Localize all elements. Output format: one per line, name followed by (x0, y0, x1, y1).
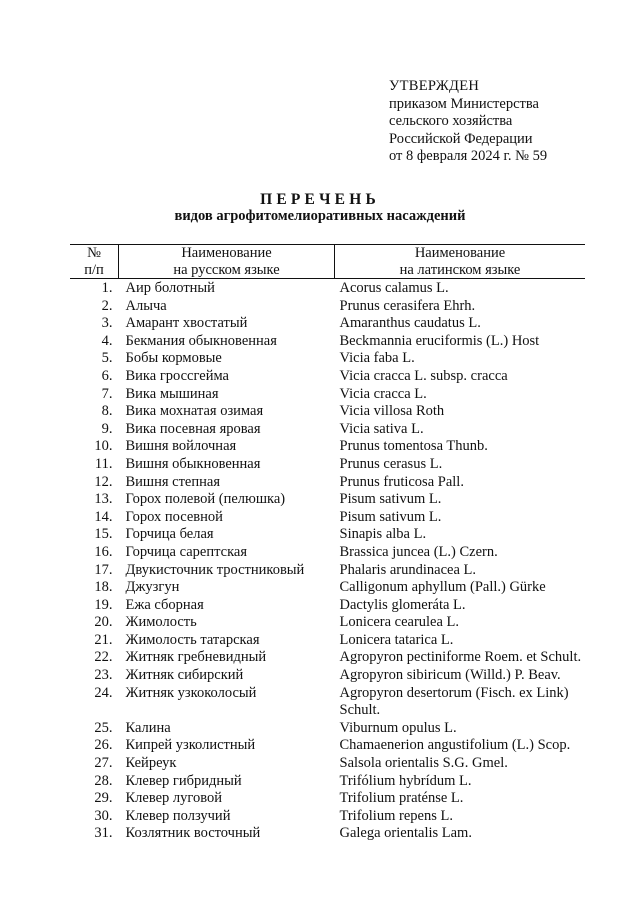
row-latin-name: Phalaris arundinacea L. (339, 561, 476, 578)
row-russian-name: Козлятник восточный (125, 825, 261, 842)
row-number: 30. (94, 807, 113, 824)
row-number: 20. (94, 614, 113, 631)
header-russian-name (119, 245, 335, 279)
table-row (70, 491, 585, 509)
approval-line: сельского хозяйства (389, 113, 513, 130)
header-number (70, 245, 119, 279)
row-latin-name: Prunus cerasifera Ehrh. (339, 297, 476, 314)
row-number: 7. (101, 385, 113, 402)
row-number: 3. (101, 315, 113, 332)
row-number: 29. (94, 790, 113, 807)
row-number: 19. (94, 596, 113, 613)
table-row (70, 386, 585, 404)
row-russian-name: Вика мышиная (125, 385, 219, 402)
row-number: 9. (101, 420, 113, 437)
table-row (70, 368, 585, 386)
row-latin-name: Vicia cracca L. subsp. cracca (339, 367, 508, 384)
row-latin-name: Vicia faba L. (339, 350, 415, 367)
row-russian-name: Житняк узкоколосый (125, 684, 257, 701)
row-latin-name: Pisum sativum L. (339, 491, 442, 508)
approval-word: УТВЕРЖДЕН (389, 78, 480, 94)
row-russian-name: Бобы кормовые (125, 350, 222, 367)
row-russian-name: Горох посевной (125, 508, 223, 525)
row-latin-name: Brassica juncea (L.) Czern. (339, 543, 498, 560)
row-number: 28. (94, 772, 113, 789)
row-russian-name: Горчица сарептская (125, 543, 247, 560)
row-number: 16. (94, 543, 113, 560)
row-russian-name: Клевер луговой (125, 790, 222, 807)
header-russian-line: Наименование (181, 245, 272, 261)
document-subtitle: видов агрофитомелиоративных насаждений (174, 208, 466, 224)
row-russian-name: Вишня обыкновенная (125, 455, 261, 472)
row-russian-name: Клевер гибридный (125, 772, 242, 789)
table-body (70, 279, 585, 844)
row-russian-name: Вика посевная яровая (125, 420, 261, 437)
row-russian-name: Горчица белая (125, 526, 214, 543)
row-russian-name: Житняк сибирский (125, 667, 244, 684)
species-table (70, 244, 585, 843)
header-number-line: п/п (84, 261, 104, 278)
row-russian-name: Вика мохнатая озимая (125, 403, 264, 420)
table-row (70, 597, 585, 615)
row-latin-name: Agropyron desertorum (Fisch. ex Link) Schult. (339, 684, 569, 719)
row-number: 27. (94, 755, 113, 772)
row-latin-name: Calligonum aphyllum (Pall.) Gürke (339, 579, 546, 596)
document-title: ПЕРЕЧЕНЬ (260, 191, 380, 208)
row-russian-name: Ежа сборная (125, 596, 204, 613)
row-latin-name: Trifolium repens L. (339, 807, 453, 824)
row-number: 5. (101, 350, 113, 367)
row-latin-name: Trifolium praténse L. (339, 790, 464, 807)
row-latin-name: Agropyron sibiricum (Willd.) P. Beav. (339, 667, 561, 684)
row-latin-name: Prunus cerasus L. (339, 455, 443, 472)
row-latin-name: Beckmannia eruciformis (L.) Host (339, 332, 540, 349)
row-latin-name: Vicia cracca L. (339, 385, 427, 402)
table-row (70, 562, 585, 580)
table-row (70, 403, 585, 421)
row-number: 21. (94, 631, 113, 648)
table-row (70, 474, 585, 492)
table-row (70, 790, 585, 808)
row-russian-name: Горох полевой (пелюшка) (125, 491, 286, 508)
header-latin-line: на латинском языке (399, 261, 521, 278)
row-latin-name: Dactylis glomeráta L. (339, 596, 466, 613)
row-number: 8. (101, 403, 113, 420)
row-number: 10. (94, 438, 113, 455)
row-russian-name: Жимолость татарская (125, 631, 260, 648)
row-russian-name: Аир болотный (125, 280, 215, 296)
row-number: 26. (94, 737, 113, 754)
row-number: 11. (94, 455, 113, 472)
table-row (70, 544, 585, 562)
row-number: 24. (94, 684, 113, 701)
row-latin-name: Acorus calamus L. (339, 280, 449, 296)
table-row (70, 579, 585, 597)
table-row (70, 649, 585, 667)
approval-line: Российской Федерации (389, 130, 533, 147)
row-number: 12. (94, 473, 113, 490)
table-header-row (70, 245, 585, 279)
row-latin-name: Agropyron pectiniforme Roem. et Schult. (339, 649, 582, 666)
approval-line: от 8 февраля 2024 г. № 59 (389, 148, 548, 165)
table-row (70, 632, 585, 650)
row-latin-name: Amaranthus caudatus L. (339, 315, 481, 332)
table-row (70, 825, 585, 843)
row-number: 13. (94, 491, 113, 508)
row-russian-name: Житняк гребневидный (125, 649, 267, 666)
row-russian-name: Жимолость (125, 614, 197, 631)
row-number: 6. (101, 367, 113, 384)
row-latin-name: Sinapis alba L. (339, 526, 427, 543)
table-row (70, 456, 585, 474)
row-russian-name: Вишня степная (125, 473, 220, 490)
row-russian-name: Бекмания обыкновенная (125, 332, 277, 349)
row-latin-name: Lonicera cearulea L. (339, 614, 460, 631)
row-russian-name: Вика гроссгейма (125, 367, 229, 384)
row-number: 31. (94, 825, 113, 842)
row-latin-name: Vicia villosa Roth (339, 403, 445, 420)
table-row (70, 315, 585, 333)
row-russian-name: Алыча (125, 297, 167, 314)
table-row (70, 438, 585, 456)
approval-line: приказом Министерства (389, 95, 539, 112)
row-number: 18. (94, 579, 113, 596)
row-number: 17. (94, 561, 113, 578)
header-latin-line: Наименование (414, 245, 506, 261)
table-row (70, 298, 585, 316)
header-russian-line: на русском языке (173, 261, 280, 278)
table-row (70, 808, 585, 826)
row-latin-name: Vicia sativa L. (339, 420, 424, 437)
table-row (70, 421, 585, 439)
row-latin-name: Prunus tomentosa Thunb. (339, 438, 488, 455)
table-row (70, 737, 585, 755)
table-row (70, 755, 585, 773)
row-latin-name: Salsola orientalis S.G. Gmel. (339, 755, 508, 772)
row-latin-name: Lonicera tatarica L. (339, 631, 454, 648)
row-number: 25. (94, 719, 113, 736)
row-number: 1. (101, 280, 113, 296)
row-russian-name: Джузгун (125, 579, 180, 596)
table-row (70, 720, 585, 738)
row-number: 15. (94, 526, 113, 543)
row-number: 14. (94, 508, 113, 525)
row-number: 22. (94, 649, 113, 666)
row-russian-name: Кейреук (125, 755, 177, 772)
table-row (70, 773, 585, 791)
row-latin-name: Viburnum opulus L. (339, 719, 457, 736)
row-number: 2. (101, 297, 113, 314)
row-russian-name: Двукисточник тростниковый (125, 561, 305, 578)
header-latin-name (335, 245, 586, 279)
approval-block (389, 78, 547, 166)
header-number-line: № (87, 245, 101, 261)
row-number: 23. (94, 667, 113, 684)
table-row (70, 279, 585, 298)
row-latin-name: Pisum sativum L. (339, 508, 442, 525)
row-latin-name: Trifólium hybrídum L. (339, 772, 472, 789)
row-russian-name: Калина (125, 719, 171, 736)
row-russian-name: Вишня войлочная (125, 438, 237, 455)
row-russian-name: Амарант хвостатый (125, 315, 248, 332)
table-row (70, 667, 585, 685)
row-latin-name: Prunus fruticosa Pall. (339, 473, 464, 490)
row-russian-name: Клевер ползучий (125, 807, 231, 824)
table-row (70, 526, 585, 544)
table-row (70, 350, 585, 368)
row-latin-name: Chamaenerion angustifolium (L.) Scop. (339, 737, 571, 754)
row-latin-name: Galega orientalis Lam. (339, 825, 472, 842)
table-row (70, 614, 585, 632)
table-row (70, 509, 585, 527)
row-russian-name: Кипрей узколистный (125, 737, 256, 754)
table-row (70, 333, 585, 351)
row-number: 4. (101, 332, 113, 349)
table-row (70, 685, 585, 720)
